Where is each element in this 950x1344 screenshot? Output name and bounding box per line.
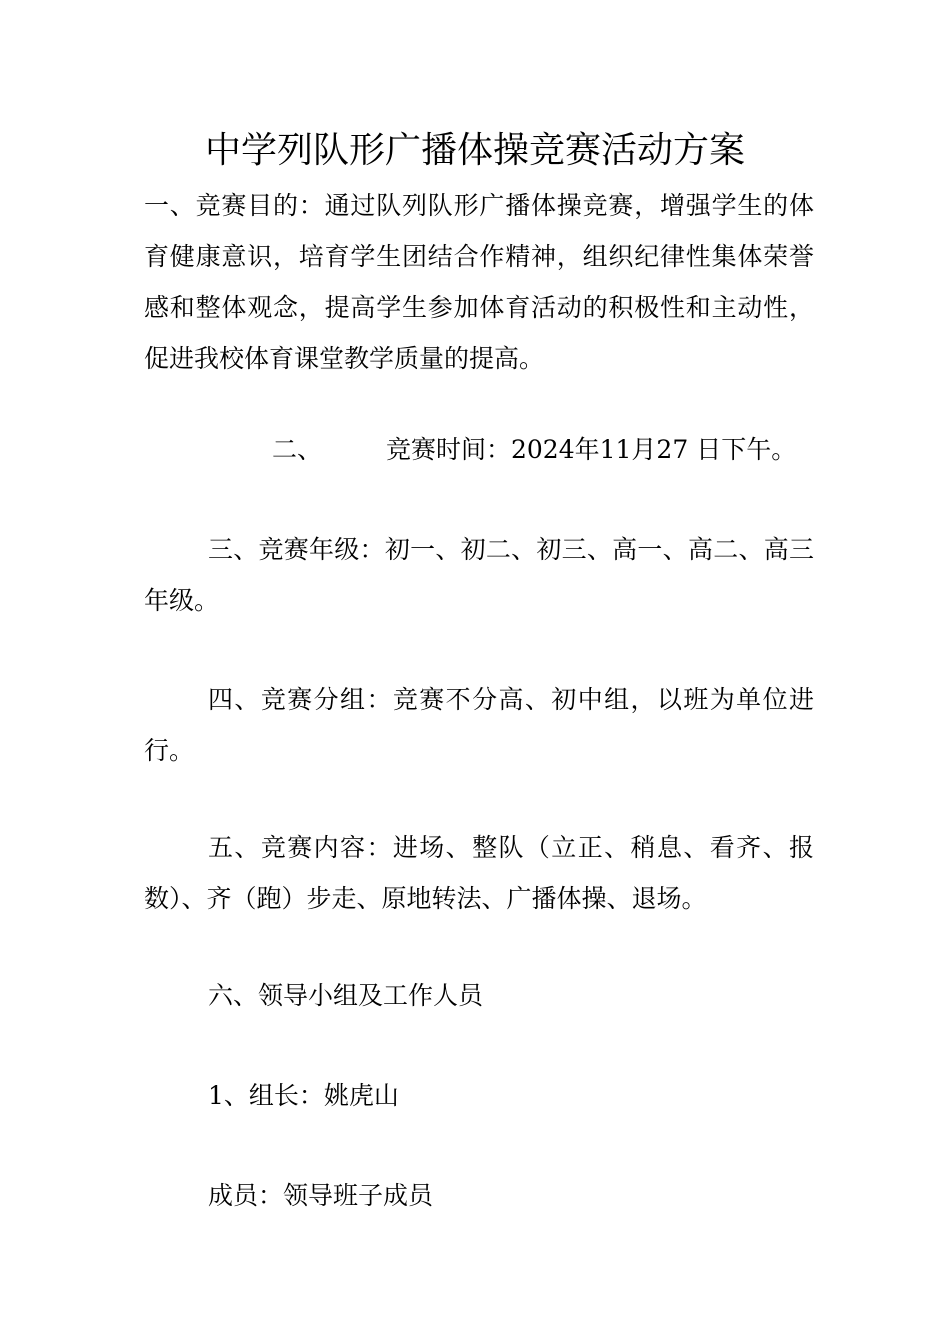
section-time-text: 竞赛时间：2024年11月27 日下午。 [386,435,797,464]
section-grades: 三、竞赛年级：初一、初二、初三、高一、高二、高三年级。 [144,535,814,615]
section-members: 成员：领导班子成员 [208,1181,434,1210]
section-grouping: 四、竞赛分组：竞赛不分高、初中组，以班为单位进行。 [144,685,814,765]
section-leader: 1、组长：姚虎山 [208,1081,399,1110]
section-time [144,424,814,475]
section-time-number: 二、 [272,435,323,464]
section-purpose: 一、竞赛目的：通过队列队形广播体操竞赛，增强学生的体育健康意识，培育学生团结合作精神，组织纪律性集体荣誉感和整体观念，提高学生参加体育活动的积极性和主动性，促进我校体育课堂教学质量的提高。 [144,191,814,373]
page-title: 中学列队形广播体操竞赛活动方案 [204,130,745,171]
section-leadership-heading: 六、领导小组及工作人员 [208,981,484,1010]
section-content: 五、竞赛内容：进场、整队（立正、稍息、看齐、报数）、齐（跑）步走、原地转法、广播体操、退场。 [144,833,814,913]
